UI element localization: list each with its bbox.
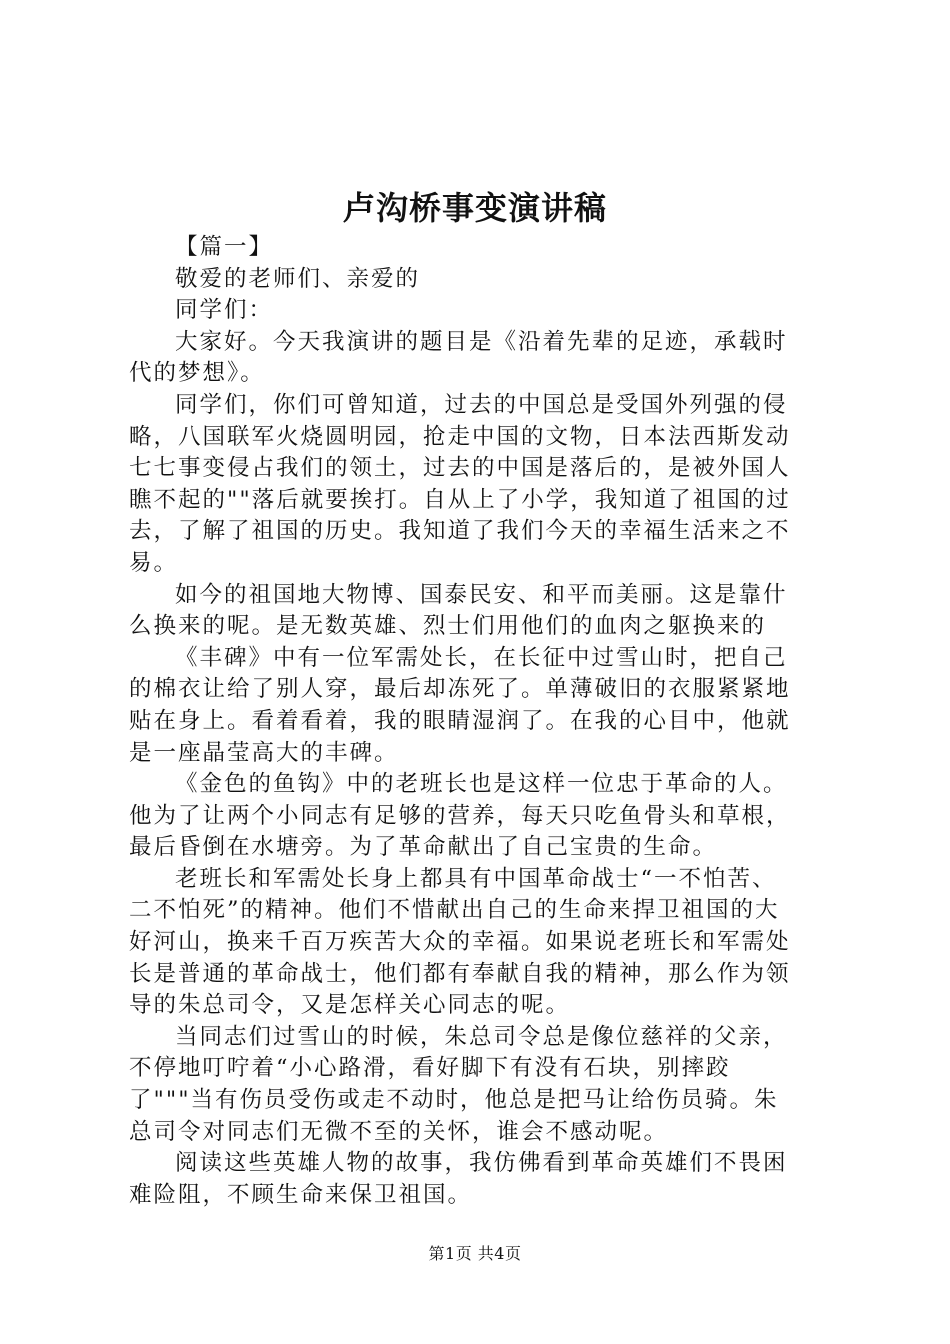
text-line: 他为了让两个小同志有足够的营养，每天只吃鱼骨头和草根， bbox=[129, 802, 791, 829]
text-line: 老班长和军需处长身上都具有中国革命战士“一不怕苦、 bbox=[175, 865, 777, 892]
text-line: 难险阻，不顾生命来保卫祖国。 bbox=[129, 1181, 473, 1208]
text-line: 是一座晶莹高大的丰碑。 bbox=[129, 739, 399, 766]
text-line: 了"""当有伤员受伤或走不动时，他总是把马让给伤员骑。朱 bbox=[129, 1087, 779, 1114]
text-line: 略，八国联军火烧圆明园，抢走中国的文物，日本法西斯发动 bbox=[129, 423, 791, 450]
document-body bbox=[129, 232, 829, 1211]
text-line: 敬爱的老师们、亲爱的 bbox=[175, 265, 421, 292]
text-line: 么换来的呢。是无数英雄、烈士们用他们的血肉之躯换来的 bbox=[129, 613, 767, 640]
text-line: 《金色的鱼钩》中的老班长也是这样一位忠于革命的人。 bbox=[175, 771, 788, 798]
text-line: 总司令对同志们无微不至的关怀，谁会不感动呢。 bbox=[129, 1118, 669, 1145]
document-title: 卢沟桥事变演讲稿 bbox=[342, 189, 607, 227]
text-line: 同学们，你们可曾知道，过去的中国总是受国外列强的侵 bbox=[175, 391, 788, 418]
text-line: 【篇一】 bbox=[175, 234, 274, 260]
text-line: 长是普通的革命战士，他们都有奉献自我的精神，那么作为领 bbox=[129, 960, 791, 987]
text-line: 易。 bbox=[129, 549, 179, 576]
text-line: 二不怕死”的精神。他们不惜献出自己的生命来捍卫祖国的大 bbox=[129, 897, 780, 924]
page-footer: 第1页 共4页 bbox=[428, 1244, 522, 1263]
text-line: 大家好。今天我演讲的题目是《沿着先辈的足迹，承载时 bbox=[175, 328, 788, 355]
text-line: 《丰碑》中有一位军需处长，在长征中过雪山时，把自己 bbox=[175, 644, 788, 671]
text-line: 七七事变侵占我们的领土，过去的中国是落后的，是被外国人 bbox=[129, 455, 791, 482]
text-line: 导的朱总司令，又是怎样关心同志的呢。 bbox=[129, 992, 571, 1019]
text-line: 的棉衣让给了别人穿，最后却冻死了。单薄破旧的衣服紧紧地 bbox=[129, 676, 791, 703]
text-line: 如今的祖国地大物博、国泰民安、和平而美丽。这是靠什 bbox=[175, 581, 788, 608]
text-line: 同学们： bbox=[175, 297, 274, 324]
text-line: 瞧不起的""落后就要挨打。自从上了小学，我知道了祖国的过 bbox=[129, 486, 791, 513]
text-line: 好河山，换来千百万疾苦大众的幸福。如果说老班长和军需处 bbox=[129, 929, 791, 956]
text-line: 去，了解了祖国的历史。我知道了我们今天的幸福生活来之不 bbox=[129, 518, 791, 545]
text-line: 贴在身上。看着看着，我的眼睛湿润了。在我的心目中，他就 bbox=[129, 707, 791, 734]
text-line: 不停地叮咛着“小心路滑，看好脚下有没有石块，别摔跤 bbox=[129, 1055, 731, 1082]
text-line: 代的梦想》。 bbox=[129, 360, 265, 387]
text-line: 阅读这些英雄人物的故事，我仿佛看到革命英雄们不畏困 bbox=[175, 1150, 788, 1177]
text-line: 当同志们过雪山的时候，朱总司令总是像位慈祥的父亲， bbox=[175, 1023, 788, 1050]
text-line: 最后昏倒在水塘旁。为了革命献出了自己宝贵的生命。 bbox=[129, 834, 718, 861]
